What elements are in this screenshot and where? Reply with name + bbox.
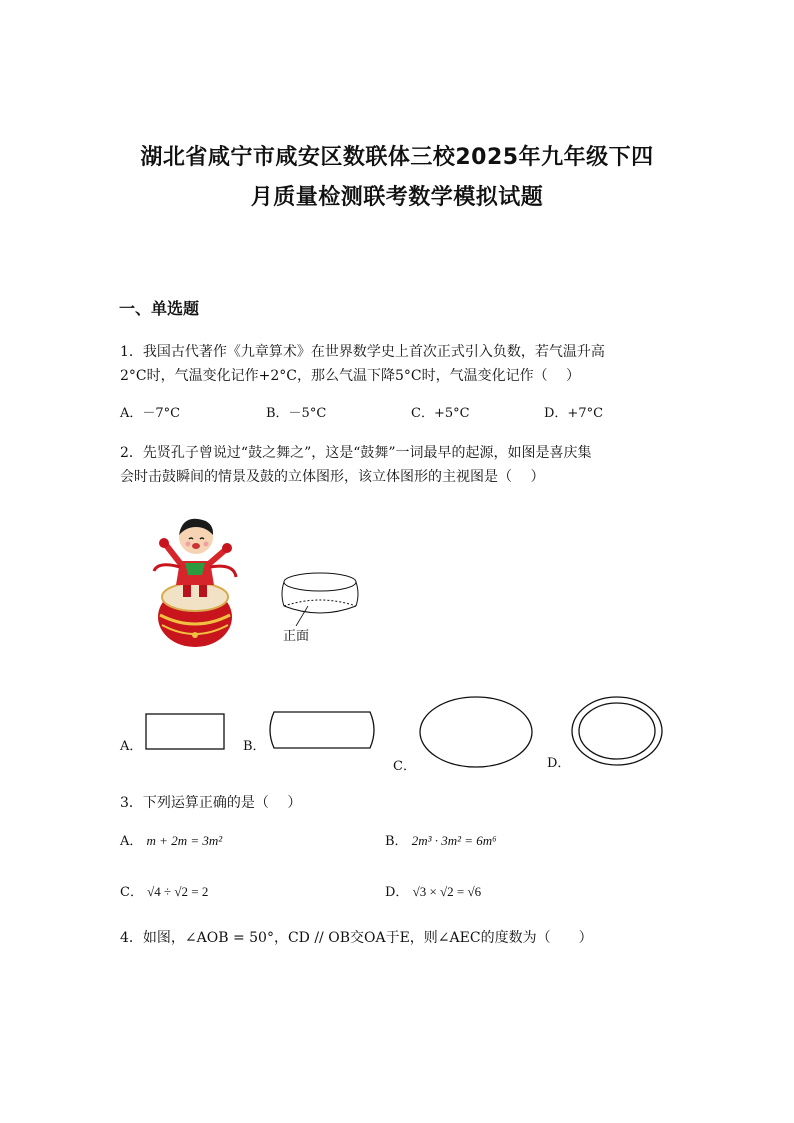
section-heading: 一、单选题 [119, 299, 200, 318]
q3-option-d[interactable] [385, 882, 481, 903]
q1-option-c[interactable]: C．+5°C [411, 406, 470, 421]
front-view-arrow [296, 606, 308, 626]
q2-line-1: 2．先贤孔子曾说过“鼓之舞之”，这是“鼓舞”一词最早的起源，如图是喜庆集 [120, 445, 592, 461]
q3-option-d-expression: √3 × √2 = √6 [412, 884, 482, 899]
q2-option-c-ellipse[interactable] [417, 694, 535, 772]
q3-option-c-letter: C． [120, 885, 143, 900]
page-title-line-1: 湖北省咸宁市咸安区数联体三校2025年九年级下四 [140, 145, 654, 170]
drummer-illustration [150, 515, 240, 650]
q2-option-c-label[interactable]: C． [393, 759, 416, 774]
drum-top [162, 583, 228, 611]
q2-option-a-label[interactable]: A． [120, 739, 143, 754]
q3-option-b[interactable] [385, 831, 497, 852]
q2-option-b-label[interactable]: B． [243, 739, 266, 754]
q2-option-d-double-ellipse[interactable] [570, 694, 664, 770]
q4-stem: 4．如图，∠AOB = 50°，CD // OB交OA于E，则∠AEC的度数为（ ） [120, 930, 593, 946]
q3-stem: 3．下列运算正确的是（ ） [120, 795, 302, 811]
q3-option-c-expression: √4 ÷ √2 = 2 [147, 884, 209, 899]
q3-option-c[interactable] [120, 882, 208, 903]
q3-option-a[interactable] [120, 831, 222, 852]
q3-option-b-expression: 2m³ · 3m² = 6m⁶ [411, 833, 497, 848]
q3-option-b-letter: B． [385, 834, 408, 849]
q2-option-b-barrel[interactable] [266, 710, 380, 752]
front-view-label: 正面 [283, 629, 310, 644]
page-title-line-2: 月质量检测联考数学模拟试题 [250, 185, 544, 210]
q1-line-1: 1．我国古代著作《九章算术》在世界数学史上首次正式引入负数，若气温升高 [120, 344, 605, 360]
q3-option-a-letter: A． [120, 834, 143, 849]
q1-option-b[interactable]: B．－5°C [266, 406, 327, 421]
q3-option-d-letter: D． [385, 885, 409, 900]
q1-line-2: 2°C时，气温变化记作+2°C，那么气温下降5°C时，气温变化记作（ ） [120, 368, 581, 384]
q2-option-d-label[interactable]: D． [547, 756, 571, 771]
q3-option-a-expression: m + 2m = 3m² [146, 833, 223, 848]
q2-option-a-rectangle[interactable] [144, 712, 228, 752]
q2-line-2: 会时击鼓瞬间的情景及鼓的立体图形，该立体图形的主视图是（ ） [120, 469, 545, 485]
q1-option-d[interactable]: D．+7°C [544, 406, 604, 421]
q1-option-a[interactable]: A．－7°C [120, 406, 181, 421]
